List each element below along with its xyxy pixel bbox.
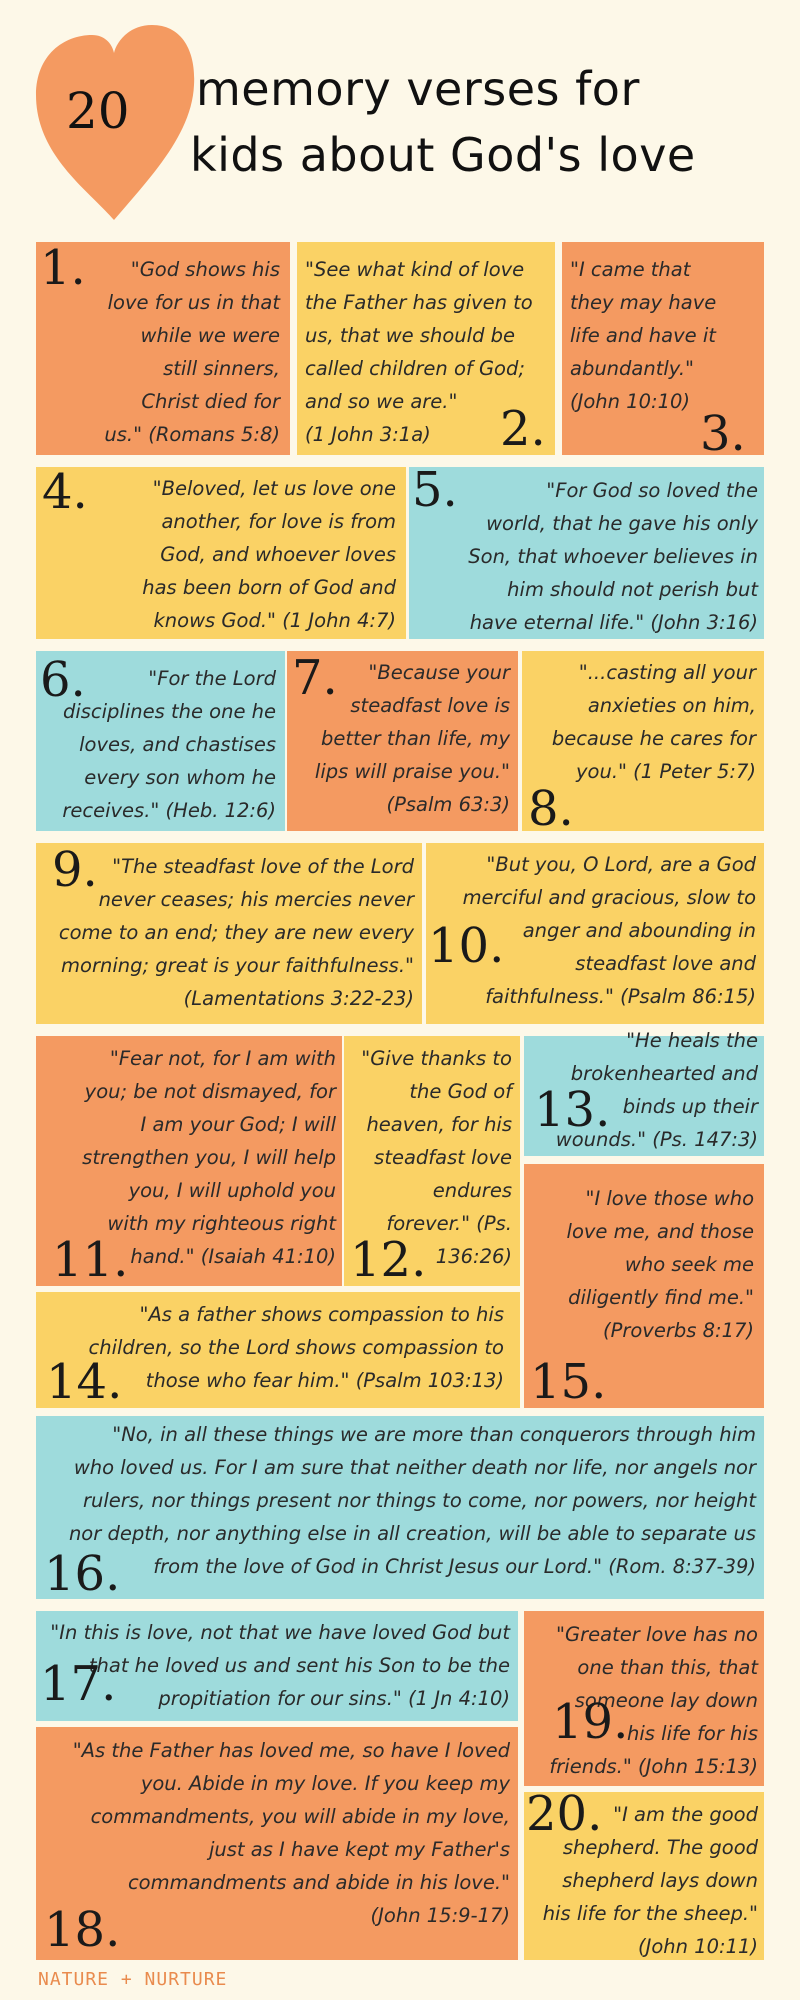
verse-number-19: 19. <box>552 1694 629 1750</box>
verse-number-2: 2. <box>500 401 546 457</box>
verse-text-12: "Give thanks to the God of heaven, for his steadfast love endures forever." (Ps. 136:26) <box>361 1047 512 1268</box>
verse-text-16: "No, in all these things we are more than conquerors through him who loved us. For I am sure that neither death nor life, nor angels nor rulers, nor things present nor things to come, nor powers, nor height nor depth, nor anything else in all creation, will be able to separate us from the love of God in Christ Jesus our Lord." (Rom. 8:37-39) <box>68 1423 756 1578</box>
verse-text-17: "In this is love, not that we have loved God but that he loved us and sent his Son to be the propitiation for our sins." (1 Jn 4:10) <box>50 1621 510 1710</box>
verse-number-4: 4. <box>42 464 88 520</box>
verse-text-10: "But you, O Lord, are a God merciful and gracious, slow to anger and abounding in steadfast love and faithfulness." (Psalm 86:15) <box>462 853 756 1008</box>
verse-number-18: 18. <box>44 1902 121 1958</box>
verse-number-15: 15. <box>530 1354 607 1410</box>
verse-number-7: 7. <box>292 650 338 706</box>
title-line-1: memory verses for <box>196 62 640 116</box>
verse-number-8: 8. <box>528 781 574 837</box>
title-number: 20 <box>66 82 130 140</box>
verse-number-16: 16. <box>44 1546 121 1602</box>
title-line-2: kids about God's love <box>190 128 696 182</box>
verse-text-15: "I love those who love me, and those who seek me diligently find me." (Proverbs 8:17) <box>566 1187 754 1342</box>
verse-number-17: 17. <box>40 1656 117 1712</box>
verse-text-7: "Because your steadfast love is better than life, my lips will praise you." (Psalm 63:3) <box>314 661 510 816</box>
verse-number-14: 14. <box>46 1354 123 1410</box>
verse-text-6: "For the Lord disciplines the one he loves, and chastises every son whom he receives." (Heb. 12:6) <box>62 667 276 822</box>
verse-number-20: 20. <box>526 1786 603 1842</box>
footer-brand: NATURE + NURTURE <box>38 1969 228 1990</box>
verse-number-10: 10. <box>428 918 505 974</box>
verse-number-1: 1. <box>40 240 86 296</box>
verse-text-11: "Fear not, for I am with you; be not dismayed, for I am your God; I will strengthen you, I will help you, I will uphold you with my righteous right hand." (Isaiah 41:10) <box>82 1047 336 1268</box>
verse-number-5: 5. <box>412 462 458 518</box>
verse-text-5: "For God so loved the world, that he gave his only Son, that whoever believes in him should not perish but have eternal life." (John 3:16) <box>468 479 758 634</box>
verse-text-2: "See what kind of love the Father has given to us, that we should be called children of God; and so we are." (1 John 3:1a) <box>305 258 533 446</box>
verse-number-12: 12. <box>350 1232 427 1288</box>
verse-text-14: "As a father shows compassion to his children, so the Lord shows compassion to those who fear him." (Psalm 103:13) <box>88 1303 504 1392</box>
verse-number-11: 11. <box>52 1232 129 1288</box>
verse-text-18: "As the Father has loved me, so have I loved you. Abide in my love. If you keep my commandments, you will abide in my love, just as I have kept my Father's commandments and abide in his love." (John 15:9-17) <box>72 1739 510 1927</box>
verse-text-13: "He heals the brokenhearted and binds up their wounds." (Ps. 147:3) <box>555 1029 758 1151</box>
verse-text-9: "The steadfast love of the Lord never ceases; his mercies never come to an end; they are new every morning; great is your faithfulness." (Lamentations 3:22-23) <box>58 855 414 1010</box>
verse-text-19: "Greater love has no one than this, that someone lay down his life for his friends." (John 15:13) <box>549 1623 758 1778</box>
verse-text-3: "I came that they may have life and have it abundantly." (John 10:10) <box>570 258 717 413</box>
verse-number-6: 6. <box>40 652 86 708</box>
verse-number-3: 3. <box>700 406 746 462</box>
verse-number-9: 9. <box>52 842 98 898</box>
verse-text-1: "God shows his love for us in that while we were still sinners, Christ died for us." (Romans 5:8) <box>104 258 280 446</box>
verse-text-20: "I am the good shepherd. The good shepherd lays down his life for the sheep." (John 10:11) <box>542 1803 758 1958</box>
verse-text-4: "Beloved, let us love one another, for love is from God, and whoever loves has been born of God and knows God." (1 John 4:7) <box>142 477 396 632</box>
verse-text-8: "...casting all your anxieties on him, because he cares for you." (1 Peter 5:7) <box>551 661 756 783</box>
verse-number-13: 13. <box>534 1082 611 1138</box>
